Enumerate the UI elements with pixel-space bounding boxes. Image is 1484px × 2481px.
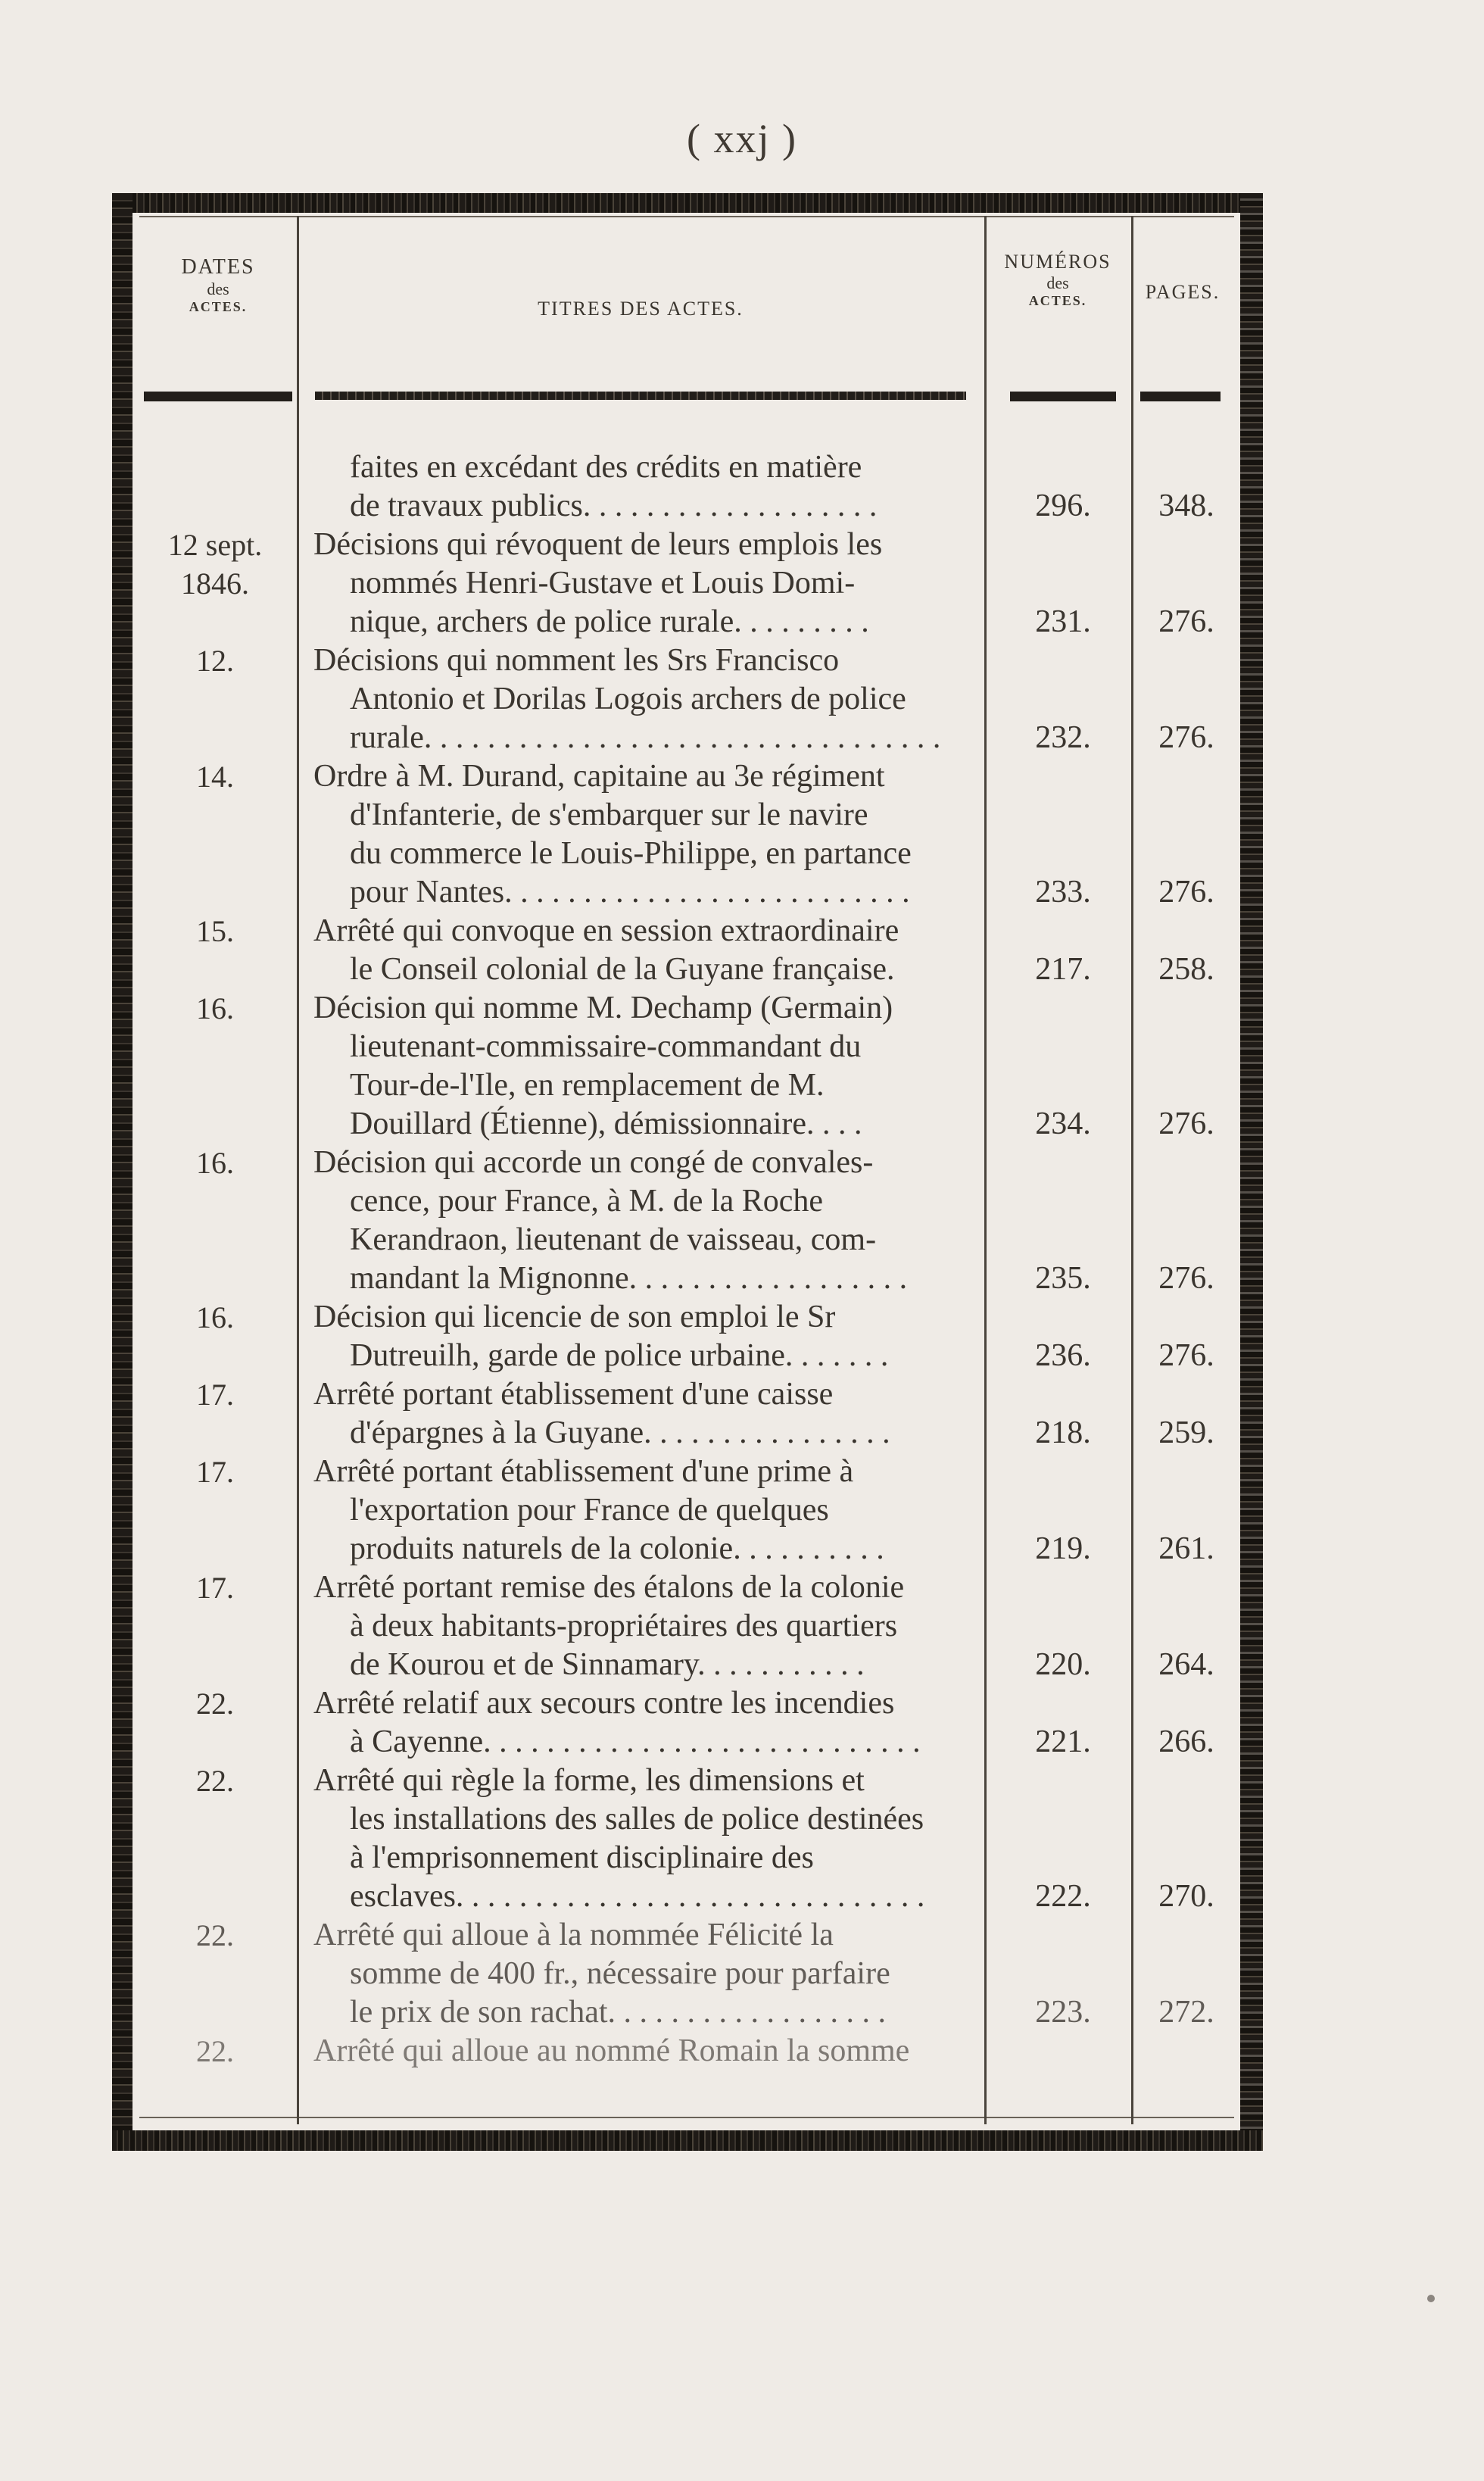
row-title-line: somme de 400 fr., nécessaire pour parfaire [350,1956,890,1991]
row-title-line: Décision qui nomme M. Dechamp (Germain) [313,991,893,1025]
row-title [313,1762,974,1916]
row-title-line: produits naturels de la colonie. . . . . . . . . . [350,1531,884,1566]
row-title-line: à Cayenne. . . . . . . . . . . . . . . . . . . . . . . . . . . . [350,1724,921,1759]
row-title [313,448,974,526]
row-title-line: Tour-de-l'Ile, en remplacement de M. [350,1068,825,1103]
row-act-number: 296. [1035,488,1091,523]
column-divider [984,216,987,2124]
row-title-line: Arrêté portant établissement d'une prime à [313,1454,854,1489]
row-page-number: 261. [1158,1531,1214,1566]
row-title-line: Décision qui licencie de son emploi le Sr [313,1300,836,1334]
decorative-border-bottom [112,2130,1263,2151]
row-title-line: de travaux publics. . . . . . . . . . . . . . . . . . . [350,488,878,523]
decorative-border-left [112,193,132,2151]
row-date: 17. [196,1455,234,1489]
row-page-number: 276. [1158,875,1214,910]
row-title-line: Ordre à M. Durand, capitaine au 3e régiment [313,759,885,794]
row-title-line: nommés Henri-Gustave et Louis Domi- [350,566,856,601]
row-title-line: Dutreuilh, garde de police urbaine. . . . . . . [350,1338,889,1373]
row-title [313,526,974,641]
row-title-line: esclaves. . . . . . . . . . . . . . . . . . . . . . . . . . . . . . [350,1879,925,1914]
row-date: 16. [196,1300,234,1334]
header-rule [144,392,292,401]
row-title [313,757,974,912]
paper-speck [1427,2295,1435,2302]
row-page-number: 259. [1158,1415,1214,1450]
header-titres: TITRES DES ACTES. [538,298,744,320]
row-title-line: cence, pour France, à M. de la Roche [350,1184,824,1219]
row-act-number: 218. [1035,1415,1091,1450]
header-dates: DATES des ACTES. [181,255,255,314]
row-page-number: 276. [1158,604,1214,639]
row-title-line: lieutenant-commissaire-commandant du [350,1029,862,1064]
row-title [313,1144,974,1298]
table-frame [112,193,1263,2151]
row-title [313,989,974,1144]
row-title-line: nique, archers de police rurale. . . . . . . . . [350,604,869,639]
row-title-line: à l'emprisonnement disciplinaire des [350,1840,814,1875]
row-page-number: 258. [1158,952,1214,987]
table-body [139,216,1234,2124]
row-title-line: Arrêté relatif aux secours contre les incendies [313,1686,895,1721]
row-title [313,1453,974,1568]
row-title-line: Arrêté portant établissement d'une caisse [313,1377,834,1412]
row-title [313,1684,974,1762]
row-date: 14. [196,760,234,794]
row-act-number: 231. [1035,604,1091,639]
column-divider [1131,216,1133,2124]
row-act-number: 220. [1035,1647,1091,1682]
row-title-line: d'Infanterie, de s'embarquer sur le navire [350,797,868,832]
row-act-number: 223. [1035,1995,1091,2030]
row-act-number: 236. [1035,1338,1091,1373]
row-date: 22. [196,1764,234,1798]
header-numeros: NUMÉROS des ACTES. [1004,251,1111,308]
row-act-number: 222. [1035,1879,1091,1914]
row-title-line: Arrêté portant remise des étalons de la colonie [313,1570,905,1605]
rule-bottom [139,2117,1234,2118]
row-title-line: Arrêté qui alloue au nommé Romain la somme [313,2033,910,2068]
row-page-number: 276. [1158,720,1214,755]
header-rule [1010,392,1116,401]
row-act-number: 234. [1035,1106,1091,1141]
row-date: 12. [196,644,234,678]
row-title-line: Décisions qui révoquent de leurs emplois les [313,527,883,562]
row-title-line: Décisions qui nomment les Srs Francisco [313,643,840,678]
row-date: 16. [196,1146,234,1180]
row-page-number: 270. [1158,1879,1214,1914]
row-date: 22. [196,1918,234,1952]
row-page-number: 272. [1158,1995,1214,2030]
row-date: 17. [196,1571,234,1605]
row-title-line: Antonio et Dorilas Logois archers de police [350,682,906,716]
row-title [313,1916,974,2032]
row-title-line: de Kourou et de Sinnamary. . . . . . . . . . . [350,1647,865,1682]
row-title-line: Douillard (Étienne), démissionnaire. . . . [350,1106,862,1141]
row-title-line: pour Nantes. . . . . . . . . . . . . . . . . . . . . . . . . . [350,875,910,910]
row-date: 12 sept. 1846. [167,528,263,601]
row-title-line: Décision qui accorde un congé de convales- [313,1145,874,1180]
row-date: 22. [196,2034,234,2068]
header-rule [315,392,966,400]
decorative-border-right [1240,193,1263,2151]
row-act-number: 232. [1035,720,1091,755]
row-title-line: d'épargnes à la Guyane. . . . . . . . . . . . . . . . [350,1415,890,1450]
row-act-number: 235. [1035,1261,1091,1296]
row-act-number: 217. [1035,952,1091,987]
row-page-number: 266. [1158,1724,1214,1759]
row-title [313,2032,974,2071]
row-title-line: Arrêté qui convoque en session extraordinaire [313,913,899,948]
row-date: 15. [196,914,234,948]
rule-top [139,216,1234,217]
row-page-number: 276. [1158,1106,1214,1141]
row-page-number: 276. [1158,1338,1214,1373]
row-date: 16. [196,991,234,1025]
page-number: ( xxj ) [687,116,797,161]
row-title [313,1375,974,1453]
row-title [313,1298,974,1375]
row-act-number: 219. [1035,1531,1091,1566]
row-title [313,912,974,989]
row-title-line: Arrêté qui alloue à la nommée Félicité la [313,1918,834,1952]
header-pages: PAGES. [1145,281,1221,303]
row-act-number: 221. [1035,1724,1091,1759]
row-title-line: faites en excédant des crédits en matière [350,450,862,485]
row-title-line: les installations des salles de police destinées [350,1802,924,1837]
row-title-line: Kerandraon, lieutenant de vaisseau, com- [350,1222,877,1257]
row-title-line: rurale. . . . . . . . . . . . . . . . . . . . . . . . . . . . . . . . . [350,720,941,755]
row-page-number: 276. [1158,1261,1214,1296]
row-title-line: du commerce le Louis-Philippe, en partance [350,836,912,871]
row-title-line: mandant la Mignonne. . . . . . . . . . . . . . . . . . [350,1261,908,1296]
row-title-line: Arrêté qui règle la forme, les dimensions et [313,1763,865,1798]
row-page-number: 348. [1158,488,1214,523]
row-title-line: à deux habitants-propriétaires des quartiers [350,1609,898,1643]
row-date: 17. [196,1378,234,1412]
header-rule [1140,392,1221,401]
row-page-number: 264. [1158,1647,1214,1682]
row-title-line: l'exportation pour France de quelques [350,1493,829,1528]
row-date: 22. [196,1687,234,1721]
row-title-line: le prix de son rachat. . . . . . . . . . . . . . . . . . [350,1995,887,2030]
row-title [313,1568,974,1684]
row-title-line: le Conseil colonial de la Guyane française. [350,952,895,987]
decorative-border-top [112,193,1263,213]
column-divider [297,216,299,2124]
row-act-number: 233. [1035,875,1091,910]
row-title [313,641,974,757]
